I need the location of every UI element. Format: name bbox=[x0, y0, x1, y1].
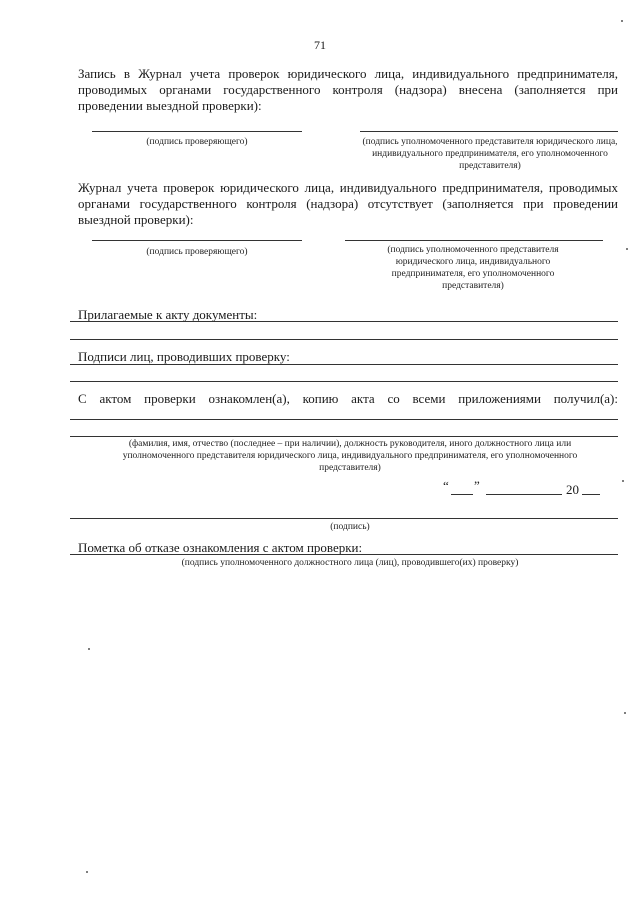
refusal-caption: (подпись уполномоченного должностного лица (лиц), проводившего(их) проверку) bbox=[181, 558, 519, 568]
signature-line bbox=[92, 131, 302, 132]
fill-line bbox=[70, 321, 618, 322]
refusal-label: Пометка об отказе ознакомления с актом проверки: bbox=[78, 540, 363, 555]
scan-speck bbox=[86, 871, 88, 873]
signature-line bbox=[345, 240, 603, 241]
signature-caption-representative: (подпись уполномоченного представителя юридического лица, индивидуального предпринимателя, его уполномоченного представителя) bbox=[387, 245, 559, 291]
fill-line bbox=[70, 419, 618, 420]
scan-speck bbox=[622, 480, 624, 482]
signature-caption-inspector: (подпись проверяющего) bbox=[146, 247, 248, 257]
journal-entry-text: Запись в Журнал учета проверок юридического лица, индивидуального предпринимателя, проводимых органами государственного контроля (надзора) внесена (заполняется при проведении выездной проверки): bbox=[78, 66, 618, 113]
date-year-line bbox=[582, 494, 600, 495]
signature-caption-inspector: (подпись проверяющего) bbox=[146, 137, 248, 147]
scan-speck bbox=[624, 712, 626, 714]
date-year-prefix: 20 bbox=[566, 482, 579, 497]
date-open-quote: “ bbox=[443, 478, 449, 493]
signature-line bbox=[360, 131, 618, 132]
fill-line bbox=[70, 339, 618, 340]
scan-speck bbox=[626, 248, 628, 250]
signature-caption-representative: (подпись уполномоченного представителя юридического лица, индивидуального предпринимателя, его уполномоченного представителя) bbox=[362, 137, 618, 171]
scan-speck bbox=[88, 648, 90, 650]
date-close-quote: ” bbox=[474, 478, 480, 493]
acquainted-caption: (фамилия, имя, отчество (последнее – при наличии), должность руководителя, иного должностного лица или уполномоченного представителя юридического лица, индивидуального предпринимателя, его уполномоченного представителя) bbox=[122, 439, 578, 473]
signature-line bbox=[92, 240, 302, 241]
signature-line bbox=[70, 518, 618, 519]
signature-caption: (подпись) bbox=[330, 522, 370, 532]
inspector-signatures-label: Подписи лиц, проводивших проверку: bbox=[78, 349, 290, 364]
attached-documents-label: Прилагаемые к акту документы: bbox=[78, 307, 258, 322]
fill-line bbox=[70, 364, 618, 365]
date-month-line bbox=[486, 494, 562, 495]
acquainted-text: С актом проверки ознакомлен(а), копию акта со всеми приложениями получил(а): bbox=[78, 391, 618, 406]
scan-speck bbox=[621, 20, 623, 22]
journal-absent-text: Журнал учета проверок юридического лица, индивидуального предпринимателя, проводимых органами государственного контроля (надзора) отсутствует (заполняется при проведении выездной проверки): bbox=[78, 180, 618, 227]
fill-line bbox=[70, 436, 618, 437]
fill-line bbox=[70, 554, 618, 555]
date-day-line bbox=[451, 494, 473, 495]
page-number: 71 bbox=[314, 38, 326, 52]
fill-line bbox=[70, 381, 618, 382]
